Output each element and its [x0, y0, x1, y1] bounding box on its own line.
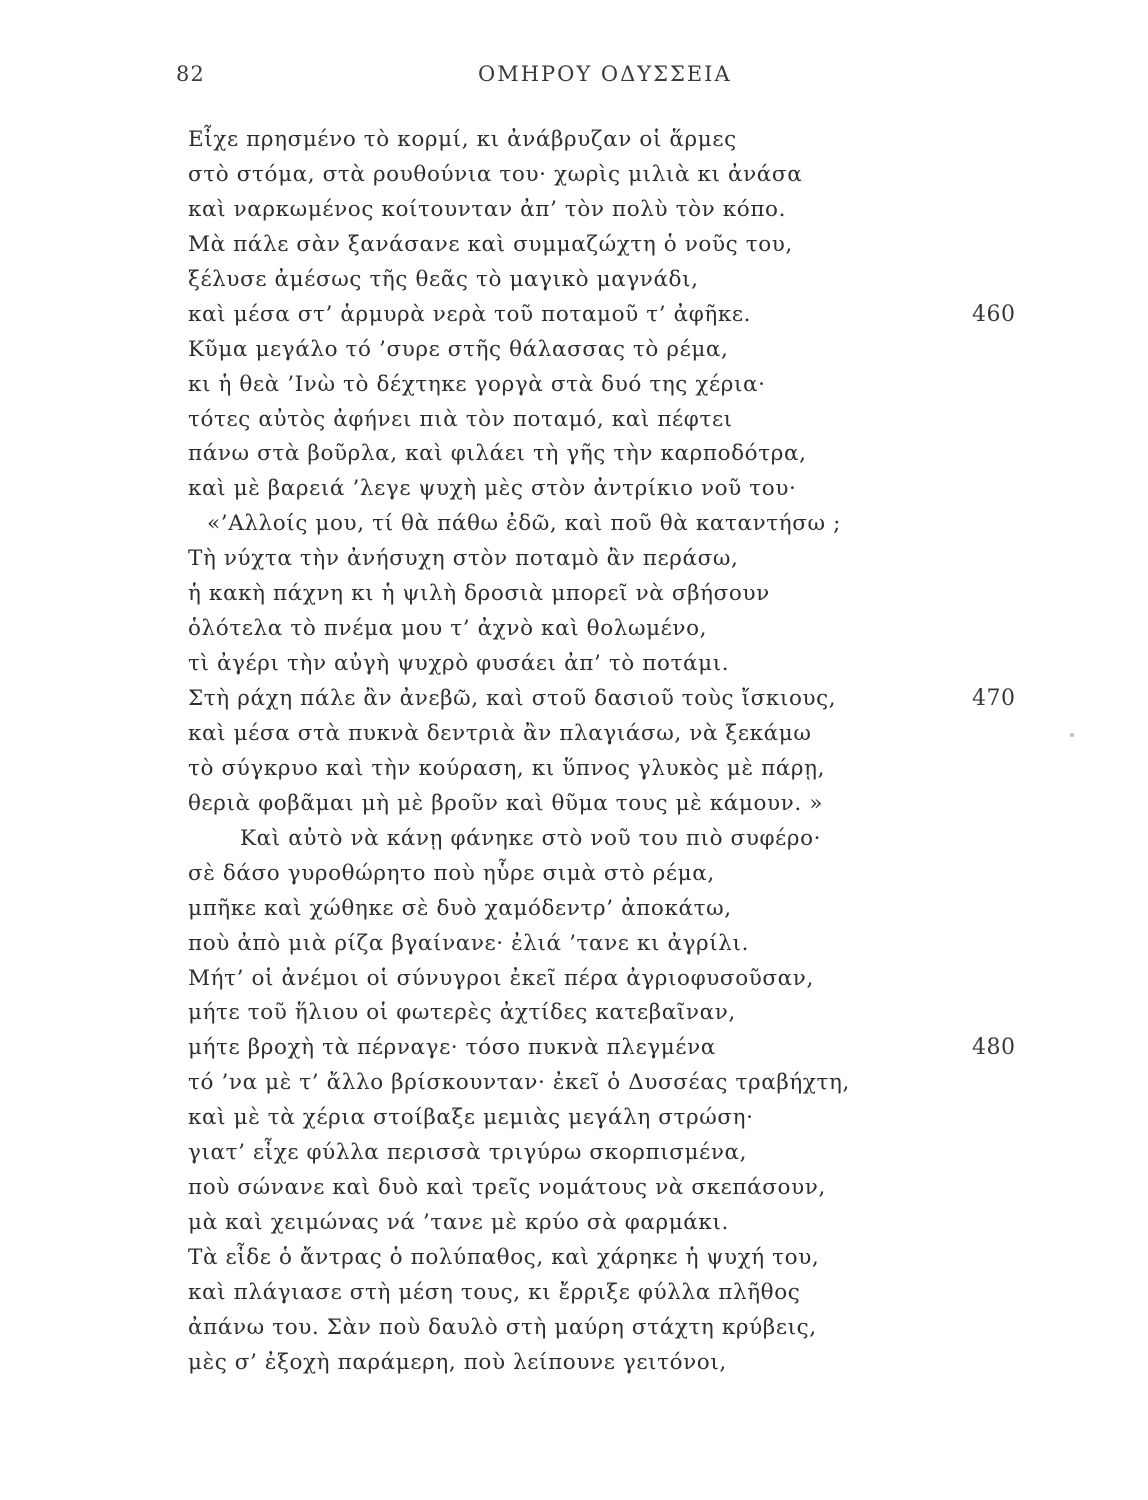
verse-text: τό ’να μὲ τ’ ἄλλο βρίσκουνταν· ἐκεῖ ὁ Δυσσέας τραβήχτη, [188, 1070, 850, 1096]
verse-line [0, 1241, 1148, 1276]
verse-line-number: 470 [972, 686, 1016, 711]
verse-text: Τὴ νύχτα τὴν ἀνήσυχη στὸν ποταμὸ ἂν περάσω, [188, 546, 739, 572]
verse-text: Καὶ αὐτὸ νὰ κάνῃ φάνηκε στὸ νοῦ του πιὸ συφέρο· [240, 825, 822, 851]
running-title: ΟΜΗΡΟΥ ΟΔΥΣΣΕΙΑ [478, 62, 732, 86]
page-number: 82 [176, 62, 205, 86]
verse-line [0, 1206, 1148, 1241]
verse-line [0, 787, 1148, 822]
verse-line [0, 962, 1148, 997]
verse-text: Κῦμα μεγάλο τό ’συρε στῆς θάλασσας τὸ ρέμα, [188, 336, 729, 362]
verse-block [0, 123, 1148, 1381]
verse-text: μὰ καὶ χειμώνας νά ’τανε μὲ κρύο σὰ φαρμάκι. [188, 1210, 729, 1236]
verse-line [0, 472, 1148, 507]
verse-text: σὲ δάσο γυροθώρητο ποὺ ηὗρε σιμὰ στὸ ρέμα, [188, 860, 715, 886]
verse-text: μπῆκε καὶ χώθηκε σὲ δυὸ χαμόδεντρ’ ἀποκάτω, [188, 895, 732, 921]
verse-line [0, 892, 1148, 927]
verse-line [0, 437, 1148, 472]
verse-text: μήτε βροχὴ τὰ πέρναγε· τόσο πυκνὰ πλεγμένα [188, 1035, 716, 1061]
verse-line [0, 857, 1148, 892]
verse-line-number: 460 [972, 301, 1016, 327]
verse-line [0, 1136, 1148, 1171]
verse-text: ξέλυσε ἀμέσως τῆς θεᾶς τὸ μαγικὸ μαγνάδι, [188, 266, 699, 292]
verse-line [0, 368, 1148, 403]
verse-line [0, 577, 1148, 612]
verse-line [0, 612, 1148, 647]
verse-line [0, 717, 1148, 752]
verse-line [0, 193, 1148, 228]
verse-line [0, 507, 1148, 542]
verse-line [0, 996, 1148, 1031]
verse-text: τὶ ἀγέρι τὴν αὐγὴ ψυχρὸ φυσάει ἀπ’ τὸ ποτάμι. [188, 651, 730, 677]
verse-line [0, 1311, 1148, 1346]
verse-line [0, 682, 1148, 717]
paper-speck [1070, 733, 1074, 737]
verse-line [0, 1066, 1148, 1101]
verse-text: ποὺ σώνανε καὶ δυὸ καὶ τρεῖς νομάτους νὰ σκεπάσουν, [188, 1175, 826, 1201]
verse-line [0, 647, 1148, 682]
verse-text: καὶ μέσα στ’ ἁρμυρὰ νερὰ τοῦ ποταμοῦ τ’ ἀφῆκε. [188, 301, 752, 327]
verse-text: Μὰ πάλε σὰν ξανάσανε καὶ συμμαζώχτη ὁ νοῦς του, [188, 231, 793, 257]
verse-text: καὶ ναρκωμένος κοίτουνταν ἀπ’ τὸν πολὺ τὸν κόπο. [188, 196, 787, 222]
verse-line [0, 1101, 1148, 1136]
verse-line [0, 1171, 1148, 1206]
verse-text: κι ἡ θεὰ ’Ινὼ τὸ δέχτηκε γοργὰ στὰ δυό της χέρια· [188, 371, 766, 397]
verse-line [0, 752, 1148, 787]
verse-line [0, 822, 1148, 857]
verse-text: μήτε τοῦ ἥλιου οἱ φωτερὲς ἀχτίδες κατεβαῖναν, [188, 1000, 736, 1026]
verse-line [0, 1276, 1148, 1311]
page-header [0, 62, 1148, 96]
verse-line [0, 123, 1148, 158]
verse-text: Εἶχε πρησμένο τὸ κορμί, κι ἀνάβρυζαν οἱ ἅρμες [188, 127, 737, 152]
verse-text: καὶ μὲ βαρειά ’λεγε ψυχὴ μὲς στὸν ἀντρίκιο νοῦ του· [188, 476, 797, 502]
verse-text: καὶ πλάγιασε στὴ μέση τους, κι ἔρριξε φύλλα πλῆθος [188, 1279, 801, 1305]
verse-text: ποὺ ἀπὸ μιὰ ρίζα βγαίνανε· ἐλιά ’τανε κι ἀγρίλι. [188, 930, 749, 956]
verse-line [0, 1031, 1148, 1066]
verse-text: μὲς σ’ ἐξοχὴ παράμερη, ποὺ λείπουνε γειτόνοι, [188, 1349, 727, 1375]
verse-line [0, 263, 1148, 298]
verse-text: ἀπάνω του. Σὰν ποὺ δαυλὸ στὴ μαύρη στάχτη κρύβεις, [188, 1314, 817, 1340]
verse-line [0, 298, 1148, 333]
verse-text: «’Αλλοίς μου, τί θὰ πάθω ἐδῶ, καὶ ποῦ θὰ καταντήσω ; [207, 511, 841, 537]
verse-text: τὸ σύγκρυο καὶ τὴν κούραση, κι ὕπνος γλυκὸς μὲ πάρῃ, [188, 755, 826, 781]
verse-text: στὸ στόμα, στὰ ρουθούνια του· χωρὶς μιλιὰ κι ἀνάσα [188, 161, 803, 187]
verse-line [0, 403, 1148, 438]
verse-text: γιατ’ εἶχε φύλλα περισσὰ τριγύρω σκορπισμένα, [188, 1140, 748, 1166]
verse-text: θεριὰ φοβᾶμαι μὴ μὲ βροῦν καὶ θῦμα τους μὲ κάμουν. » [188, 790, 823, 816]
verse-line [0, 927, 1148, 962]
verse-line [0, 228, 1148, 263]
verse-text: τότες αὐτὸς ἀφήνει πιὰ τὸν ποταμό, καὶ πέφτει [188, 406, 733, 432]
verse-text: καὶ μὲ τὰ χέρια στοίβαξε μεμιὰς μεγάλη στρώση· [188, 1105, 754, 1131]
verse-line [0, 1346, 1148, 1381]
verse-text: ὁλότελα τὸ πνέμα μου τ’ ἀχνὸ καὶ θολωμένο, [188, 616, 708, 642]
verse-text: Μήτ’ οἱ ἀνέμοι οἱ σύνυγροι ἐκεῖ πέρα ἀγριοφυσοῦσαν, [188, 965, 814, 991]
verse-line [0, 542, 1148, 577]
verse-text: καὶ μέσα στὰ πυκνὰ δεντριὰ ἂν πλαγιάσω, νὰ ξεκάμω [188, 720, 812, 746]
verse-line [0, 158, 1148, 193]
verse-text: πάνω στὰ βοῦρλα, καὶ φιλάει τὴ γῆς τὴν καρποδότρα, [188, 441, 807, 467]
verse-text: ἡ κακὴ πάχνη κι ἡ ψιλὴ δροσιὰ μπορεῖ νὰ σβήσουν [188, 581, 770, 607]
verse-text: Στὴ ράχη πάλε ἂν ἀνεβῶ, καὶ στοῦ δασιοῦ τοὺς ἴσκιους, [188, 686, 837, 711]
verse-line [0, 333, 1148, 368]
verse-line-number: 480 [972, 1035, 1016, 1061]
verse-text: Τὰ εἶδε ὁ ἄντρας ὁ πολύπαθος, καὶ χάρηκε ἡ ψυχή του, [188, 1245, 820, 1270]
